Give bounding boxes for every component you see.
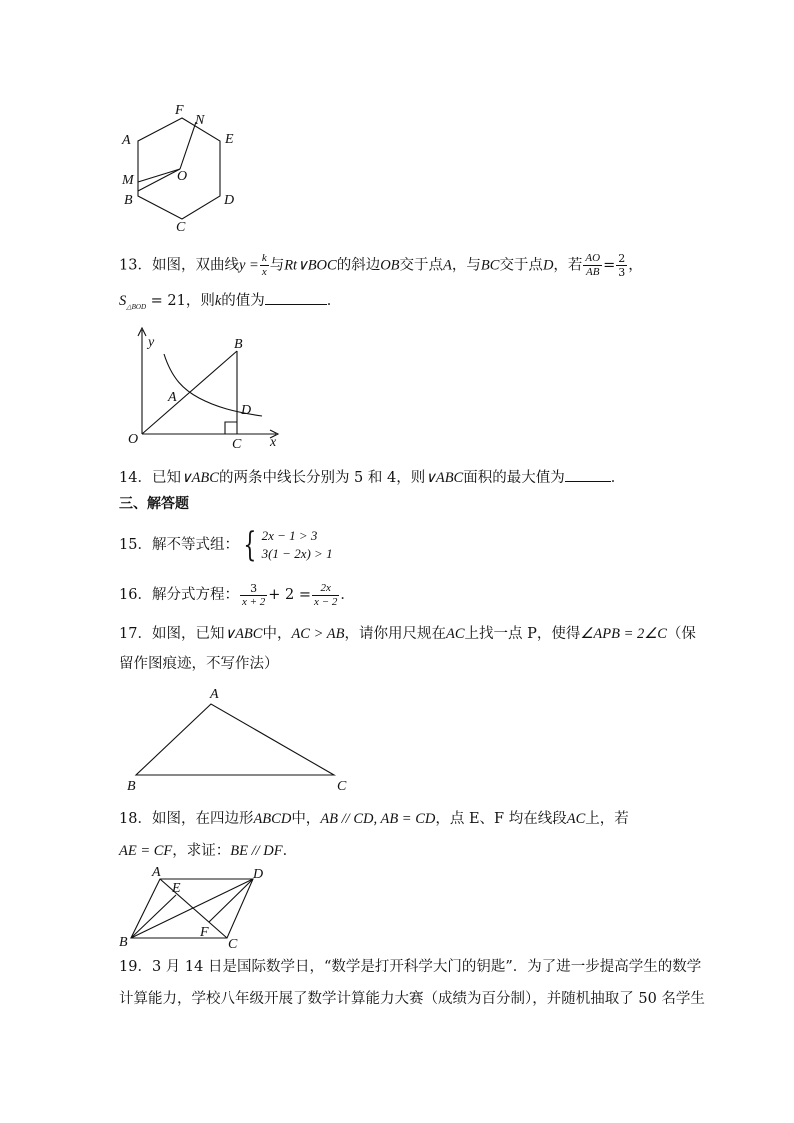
q13-answer-blank[interactable]: [265, 290, 327, 305]
tri-label-B: B: [127, 779, 136, 794]
hex-label-F: F: [175, 103, 184, 118]
hexagon-figure: [112, 100, 252, 235]
q18-line1: 18．如图，在四边形ABCD中，AB // CD, AB = CD，点 E、F 均在线段AC上，若: [119, 811, 629, 827]
q18-line2: AE = CF，求证：BE // DF．: [119, 843, 298, 859]
q17-line1: 17．如图，已知∨ABC中，AC > AB，请你用尺规在AC上找一点 P，使得∠APB = 2∠C（保: [119, 626, 696, 642]
q17-line2: 留作图痕迹，不写作法）: [119, 656, 279, 672]
q14-answer-blank[interactable]: [565, 467, 611, 482]
tri-label-C: C: [337, 779, 347, 794]
para-label-C: C: [228, 937, 238, 952]
para-label-F: F: [200, 925, 209, 940]
hex-label-N: N: [195, 113, 205, 128]
q13-line2: $S_{\triangle BOD} = 21$，则k的值为 ．: [119, 290, 341, 317]
para-label-B: B: [119, 935, 128, 950]
hyperbola-graph: [124, 324, 284, 449]
q14-line: 14．已知∨ABC的两条中线长分别为 5 和 4，则∨ABC面积的最大值为 ．: [119, 467, 625, 488]
graph-label-D: D: [241, 403, 252, 418]
hex-label-O: O: [177, 169, 188, 184]
graph-label-A: A: [168, 390, 177, 405]
hex-label-M: M: [122, 173, 134, 188]
para-label-E: E: [172, 881, 181, 896]
tri-label-A: A: [210, 687, 219, 702]
triangle-figure: [122, 684, 362, 794]
graph-label-x: x: [270, 435, 277, 449]
graph-label-C: C: [232, 437, 242, 449]
graph-label-B: B: [234, 337, 243, 352]
hex-label-D: D: [224, 193, 235, 208]
hex-label-E: E: [225, 132, 234, 147]
graph-label-O: O: [128, 432, 139, 447]
q19-line1: 19．3 月 14 日是国际数学日，“数学是打开科学大门的钥匙”．为了进一步提高学生的数学: [119, 959, 702, 975]
q13-line1: 13．如图，双曲线y = $\frac{k}{x}$ 与Rt∨BOC的斜边OB交于点A，与BC交于点D，若 $\frac{AO}{AB}$ = $\frac{2}{3}$ ，: [119, 252, 643, 279]
section-3-heading: 三、解答题: [119, 496, 189, 512]
q19-line2: 计算能力，学校八年级开展了数学计算能力大赛（成绩为百分制），并随机抽取了 50 名学生: [119, 991, 705, 1007]
q16-line: 16．解分式方程： $\frac{3}{x + 2}$ + 2 = $\frac{2x}{x - 2}$ ．: [119, 581, 355, 608]
para-label-A: A: [152, 865, 161, 880]
para-label-D: D: [253, 867, 264, 882]
graph-label-y: y: [148, 335, 155, 350]
hex-label-C: C: [176, 220, 186, 235]
parallelogram-figure: [116, 864, 276, 954]
q15-line: 15．解不等式组： { 2x − 1 > 3 3(1 − 2x) > 1: [119, 525, 333, 565]
hex-label-A: A: [122, 133, 131, 148]
hex-label-B: B: [124, 193, 133, 208]
